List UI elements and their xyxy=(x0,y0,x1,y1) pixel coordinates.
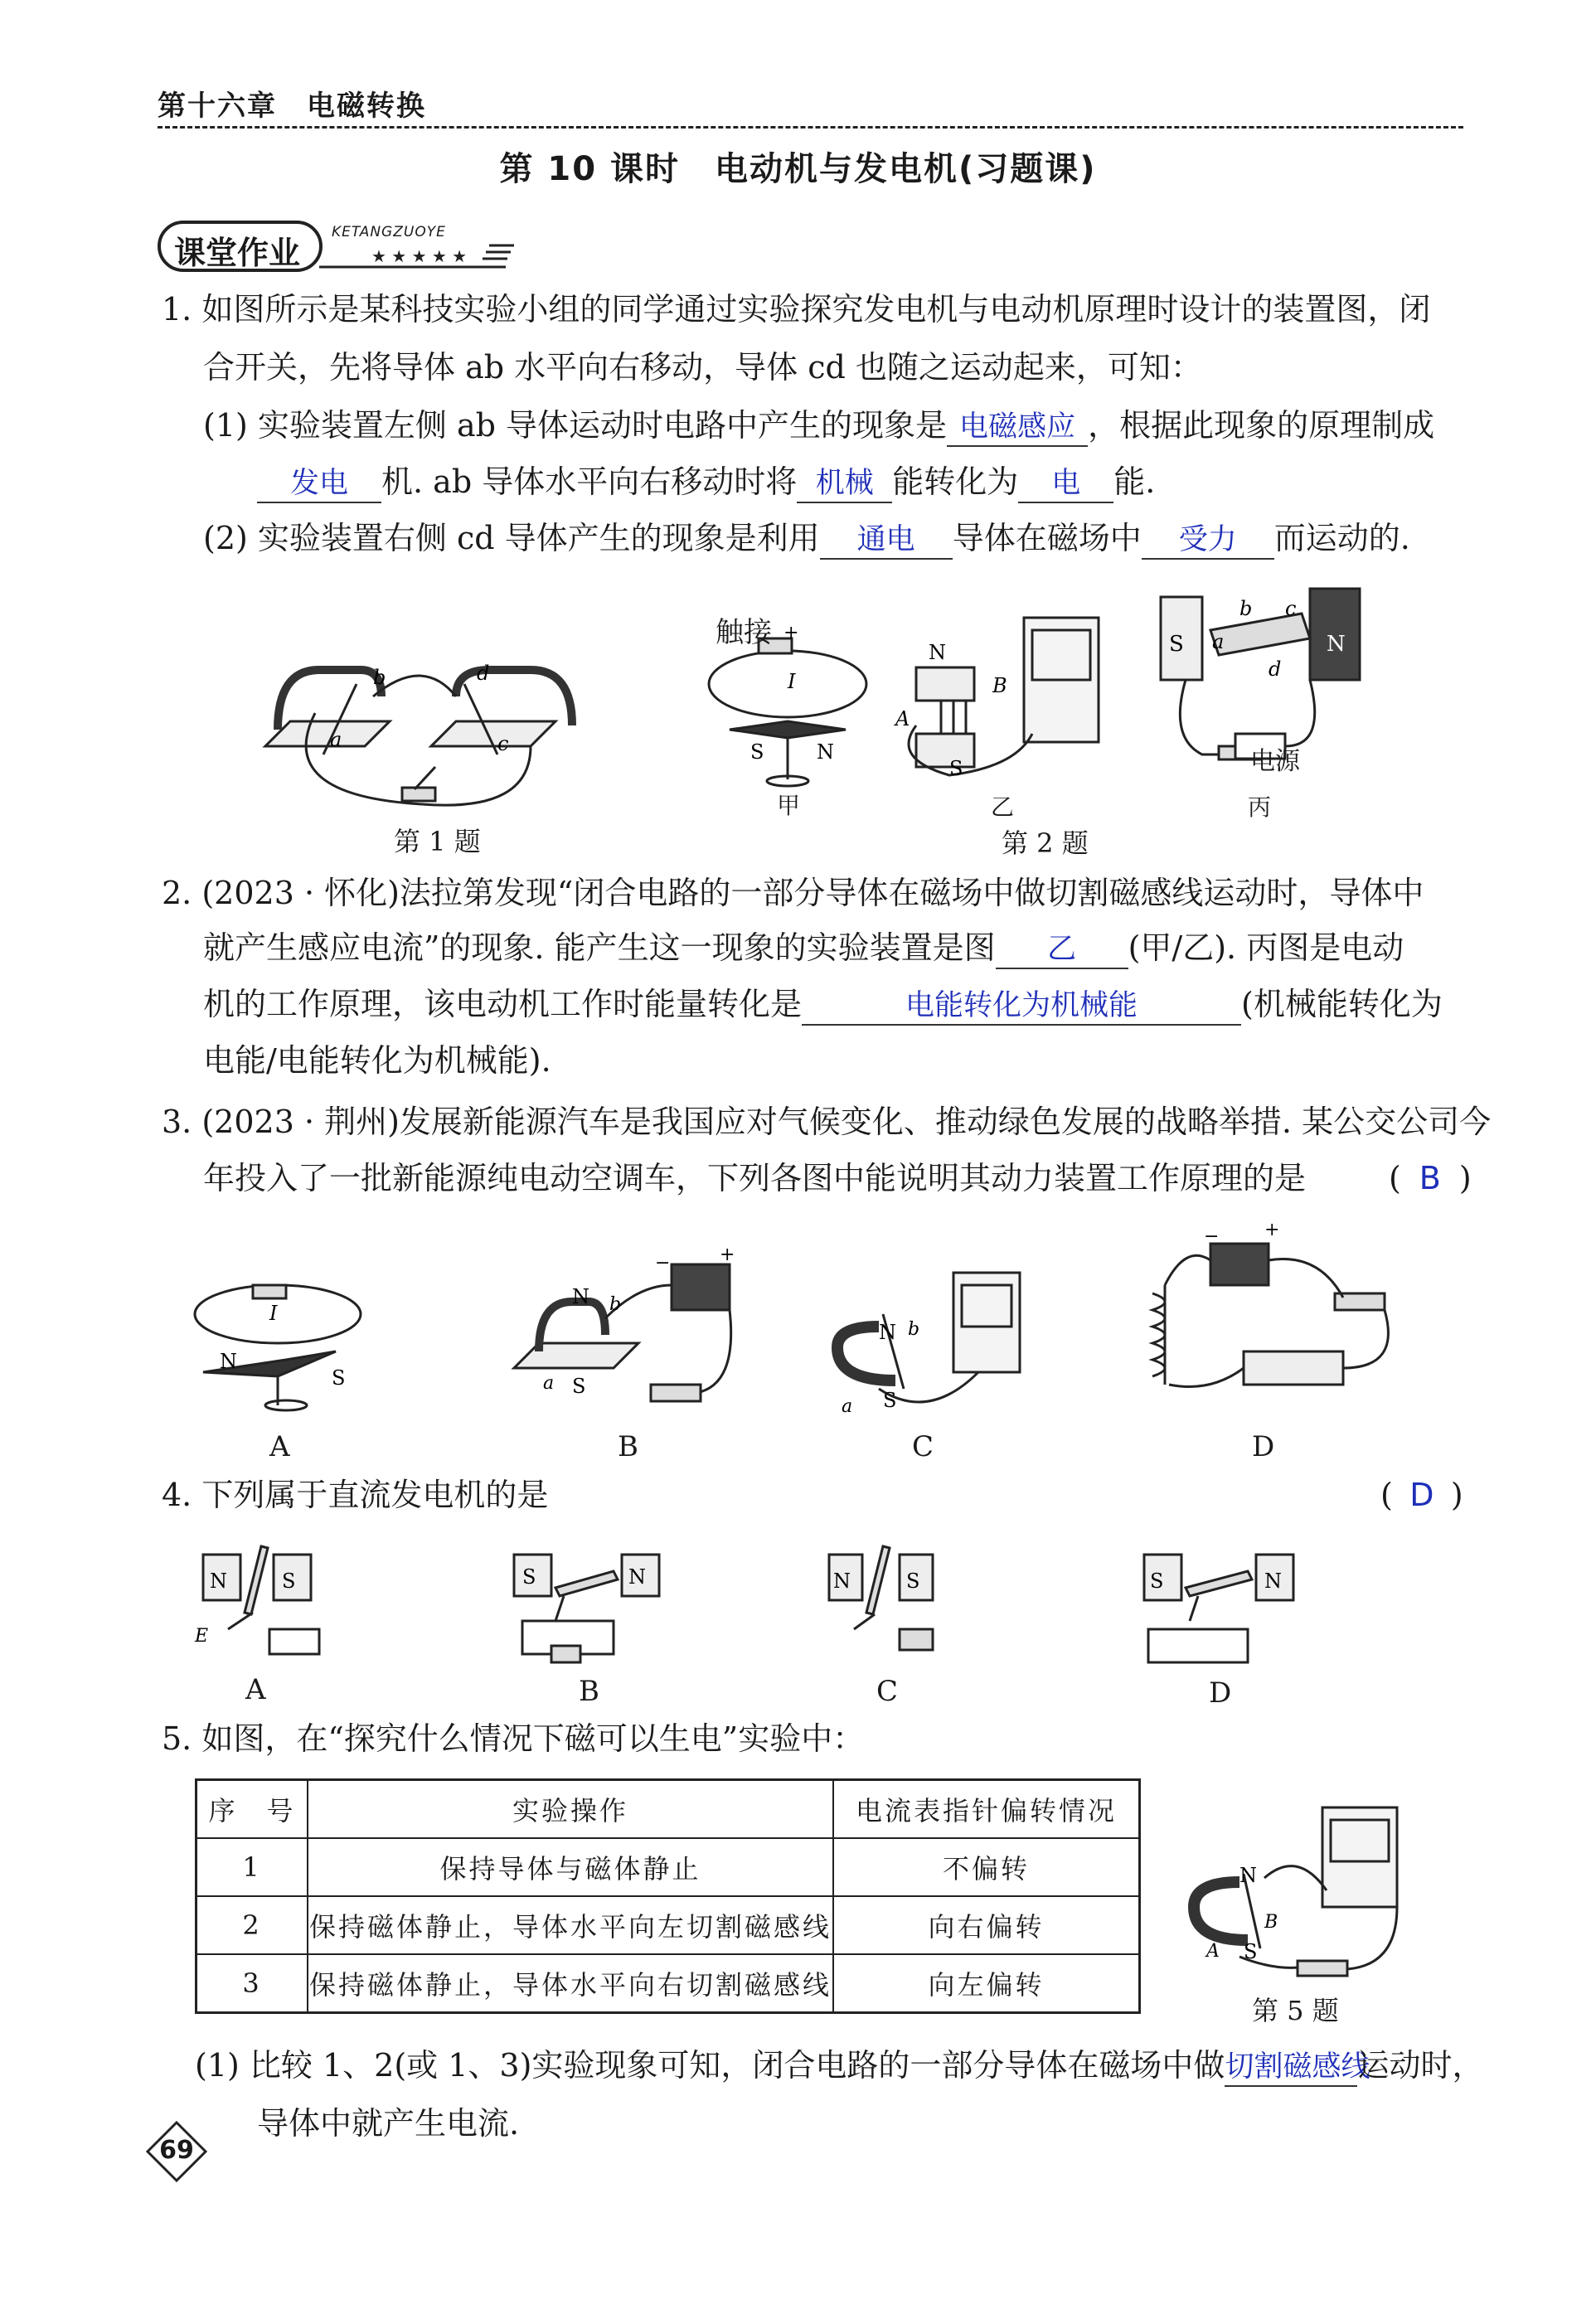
q5-fig-diagram xyxy=(1181,1799,1405,1982)
svg-text:N: N xyxy=(210,1570,227,1593)
q5-p1-text-b: 运动时， xyxy=(1357,2047,1484,2084)
svg-text:−: − xyxy=(655,1253,671,1274)
q1-part2 xyxy=(203,517,1410,560)
q4-fig-b xyxy=(506,1538,672,1679)
q1-answer-blank-6: 受力 xyxy=(1142,522,1274,560)
q1-stem-line2: 合开关，先将导体 ab 水平向右移动，导体 cd 也随之运动起来，可知： xyxy=(203,349,1202,386)
svg-text:S: S xyxy=(1244,1940,1258,1963)
table-header-cell: 序 号 xyxy=(196,1780,308,1839)
q1-answer-blank-4: 电 xyxy=(1018,465,1113,503)
svg-text:a: a xyxy=(842,1396,853,1417)
page-number: 69 xyxy=(159,2136,194,2165)
q3-option-c: C xyxy=(912,1430,934,1463)
svg-text:N: N xyxy=(1327,632,1346,657)
q2-line1: 2. (2023 · 怀化)法拉第发现“闭合电路的一部分导体在磁场中做切割磁感线运动时，导体中 xyxy=(162,875,1424,911)
svg-text:+: + xyxy=(720,1244,735,1265)
q3-option-a: A xyxy=(269,1430,290,1463)
fig2-yi-diagram xyxy=(891,609,1107,800)
q4-answer-bracket: ( D ) xyxy=(1380,1474,1463,1516)
q1-p1-text-b: ，根据此现象的原理制成 xyxy=(1088,407,1435,444)
page-number-badge xyxy=(146,2121,207,2182)
svg-text:N: N xyxy=(929,641,946,664)
svg-text:S: S xyxy=(1169,632,1184,657)
table-header-cell: 实验操作 xyxy=(308,1780,833,1839)
q5-part1-line2: 导体中就产生电流. xyxy=(257,2105,520,2142)
svg-text:N: N xyxy=(817,740,834,764)
svg-text:S: S xyxy=(906,1570,920,1593)
q4-fig-c xyxy=(821,1538,953,1679)
q1-part1-line1 xyxy=(203,405,1434,447)
svg-text:a: a xyxy=(330,728,342,751)
svg-text:E: E xyxy=(195,1626,209,1647)
svg-text:S: S xyxy=(949,757,963,780)
q3-line2: 年投入了一批新能源纯电动空调车，下列各图中能说明其动力装置工作原理的是 xyxy=(203,1160,1307,1196)
svg-text:B: B xyxy=(1264,1912,1278,1933)
lesson-title: 第 10 课时 电动机与发电机(习题课) xyxy=(499,150,1097,188)
svg-text:S: S xyxy=(750,740,764,764)
table-cell: 保持磁体静止，导体水平向右切割磁感线 xyxy=(308,1954,833,2013)
svg-text:A: A xyxy=(895,707,910,730)
q3-answer: B xyxy=(1419,1160,1441,1196)
svg-text:S: S xyxy=(282,1570,296,1593)
q3-fig-b xyxy=(506,1244,738,1418)
svg-text:b: b xyxy=(373,666,386,689)
q3-line1: 3. (2023 · 荆州)发展新能源汽车是我国应对气候变化、推动绿色发展的战略举措. 某公交公司今 xyxy=(162,1104,1492,1140)
svg-text:d: d xyxy=(1269,657,1282,681)
q1-p2-text-b: 导体在磁场中 xyxy=(952,520,1142,556)
table-cell: 2 xyxy=(196,1896,308,1954)
fig1-diagram xyxy=(257,647,605,813)
svg-text:S: S xyxy=(883,1389,897,1412)
q2-line4: 电能/电能转化为机械能). xyxy=(203,1042,551,1079)
q2-text-c: 机的工作原理，该电动机工作时能量转化是 xyxy=(203,986,803,1022)
q3-fig-c xyxy=(829,1264,1036,1422)
svg-text:S: S xyxy=(522,1565,536,1589)
q2-text-a: 就产生感应电流”的现象. 能产生这一现象的实验装置是图 xyxy=(203,929,996,966)
q4-answer: D xyxy=(1409,1477,1434,1513)
q2-answer-blank-1: 乙 xyxy=(996,931,1128,969)
q1-p1-text-a: (1) 实验装置左侧 ab 导体运动时电路中产生的现象是 xyxy=(203,407,948,444)
table-cell: 1 xyxy=(196,1838,308,1896)
svg-text:S: S xyxy=(332,1366,346,1390)
table-row xyxy=(196,1954,1140,2013)
table-cell: 向右偏转 xyxy=(833,1896,1140,1954)
q2-answer-blank-2: 电能转化为机械能 xyxy=(802,987,1241,1026)
svg-text:I: I xyxy=(788,670,796,693)
table-row xyxy=(196,1838,1140,1896)
svg-text:N: N xyxy=(1264,1570,1282,1593)
q1-p1-text-e: 能. xyxy=(1113,463,1156,500)
q3-option-b: B xyxy=(618,1430,638,1463)
svg-text:d: d xyxy=(477,662,490,685)
svg-text:N: N xyxy=(1239,1864,1257,1887)
svg-text:S: S xyxy=(1150,1570,1164,1593)
q4-fig-a xyxy=(195,1538,327,1679)
q3-fig-a xyxy=(187,1269,377,1418)
svg-text:N: N xyxy=(220,1350,237,1373)
svg-text:A: A xyxy=(1206,1941,1220,1962)
svg-text:N: N xyxy=(628,1565,646,1589)
q1-stem-line1: 1. 如图所示是某科技实验小组的同学通过实验探究发电机与电动机原理时设计的装置图，闭 xyxy=(162,291,1431,327)
svg-text:c: c xyxy=(1285,597,1297,620)
table-cell: 保持磁体静止，导体水平向左切割磁感线 xyxy=(308,1896,833,1954)
q3-option-d: D xyxy=(1252,1430,1275,1463)
table-cell: 不偏转 xyxy=(833,1838,1140,1896)
svg-text:b: b xyxy=(908,1319,920,1340)
q2-line2 xyxy=(203,927,1404,969)
fig2-touch-label: 触接 xyxy=(716,616,772,649)
svg-text:a: a xyxy=(1212,630,1225,653)
svg-text:N: N xyxy=(833,1570,851,1593)
svg-text:S: S xyxy=(572,1375,586,1398)
q1-part1-line2 xyxy=(257,461,1155,503)
svg-text:B: B xyxy=(992,674,1007,697)
fig2-bing-label: 丙 xyxy=(1248,793,1272,821)
q3-fig-d xyxy=(1136,1220,1409,1409)
svg-text:−: − xyxy=(1204,1226,1220,1247)
q1-p1-text-c: 机. ab 导体水平向右移动时将 xyxy=(381,463,798,500)
q2-text-b: (甲/乙). 丙图是电动 xyxy=(1128,929,1404,966)
q4-option-c: C xyxy=(876,1675,899,1708)
table-row xyxy=(196,1896,1140,1954)
svg-text:+: + xyxy=(783,623,799,643)
q4-option-a: A xyxy=(245,1673,266,1706)
q5-answer-blank: 切割磁感线 xyxy=(1225,2049,1357,2087)
badge-pinyin: KETANGZUOYE xyxy=(332,224,446,240)
header-divider xyxy=(158,126,1463,129)
table-cell: 向左偏转 xyxy=(833,1954,1140,2013)
svg-text:+: + xyxy=(1264,1220,1280,1240)
section-badge xyxy=(158,217,522,275)
badge-label: 课堂作业 xyxy=(174,235,301,271)
svg-text:b: b xyxy=(609,1294,622,1315)
q3-answer-bracket: ( B ) xyxy=(1389,1157,1472,1199)
q1-answer-blank-1: 电磁感应 xyxy=(947,409,1088,447)
fig2-yi-label: 乙 xyxy=(991,793,1015,821)
q2-line3 xyxy=(203,983,1443,1026)
q4-option-d: D xyxy=(1209,1676,1232,1710)
fig2-power-label: 电源 xyxy=(1250,747,1300,776)
q5-part1-line1 xyxy=(195,2045,1483,2087)
q4-option-b: B xyxy=(579,1675,599,1708)
fig2-caption: 第 2 题 xyxy=(1002,827,1089,859)
svg-text:c: c xyxy=(497,732,509,755)
svg-text:a: a xyxy=(543,1373,555,1394)
table-cell: 保持导体与磁体静止 xyxy=(308,1838,833,1896)
q4-line: 4. 下列属于直流发电机的是 xyxy=(162,1477,549,1513)
svg-text:N: N xyxy=(572,1285,589,1308)
q4-fig-d xyxy=(1140,1538,1306,1679)
q1-p2-text-a: (2) 实验装置右侧 cd 导体产生的现象是利用 xyxy=(203,520,820,556)
table-cell: 3 xyxy=(196,1954,308,2013)
q1-p2-text-c: 而运动的. xyxy=(1273,520,1410,556)
q5-fig-caption: 第 5 题 xyxy=(1252,1995,1339,2026)
q1-p1-text-d: 能转化为 xyxy=(892,463,1019,500)
svg-text:I: I xyxy=(269,1302,278,1325)
q1-answer-blank-3: 机械 xyxy=(797,465,892,503)
table-header-row xyxy=(196,1780,1140,1839)
q5-line: 5. 如图，在“探究什么情况下磁可以生电”实验中： xyxy=(162,1720,865,1757)
fig2-jia-label: 甲 xyxy=(777,792,801,819)
table-header-cell: 电流表指针偏转情况 xyxy=(833,1780,1140,1839)
experiment-table xyxy=(195,1778,1141,2014)
fig1-caption: 第 1 题 xyxy=(394,826,481,857)
svg-text:★ ★ ★ ★ ★: ★ ★ ★ ★ ★ xyxy=(371,246,468,266)
q5-p1-text-a: (1) 比较 1、2(或 1、3)实验现象可知，闭合电路的一部分导体在磁场中做 xyxy=(195,2047,1225,2084)
q1-answer-blank-2: 发电 xyxy=(257,465,381,503)
q1-answer-blank-5: 通电 xyxy=(820,522,953,560)
svg-text:N: N xyxy=(879,1321,896,1344)
svg-text:b: b xyxy=(1239,597,1253,620)
chapter-header: 第十六章 电磁转换 xyxy=(158,90,426,123)
q2-text-d: (机械能转化为 xyxy=(1241,986,1443,1022)
